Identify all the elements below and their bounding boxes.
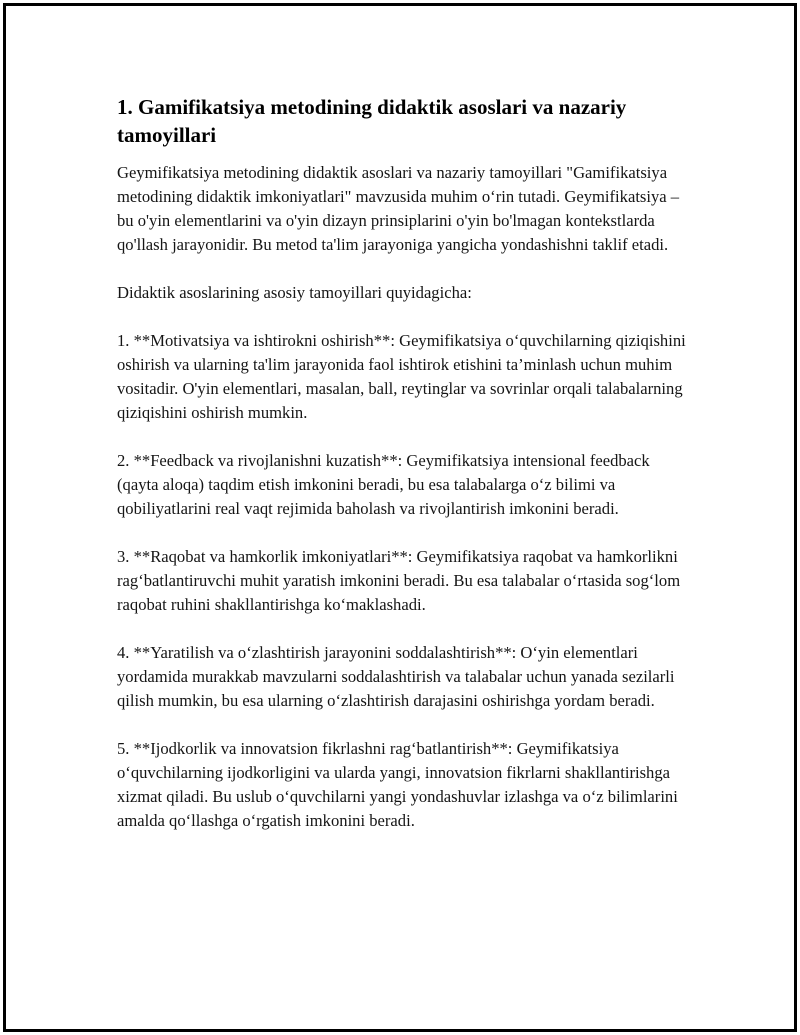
principle-3-paragraph: 3. **Raqobat va hamkorlik imkoniyatlari**: Geymifikatsiya raqobat va hamkorlikni rag‘batlantiruvchi muhit yaratish imkonini beradi. Bu esa talabalar o‘rtasida sog‘lom raqobat ruhini shakllantirishga ko‘maklashadi. bbox=[117, 547, 681, 614]
principles-heading-paragraph: Didaktik asoslarining asosiy tamoyillari quyidagicha: bbox=[117, 283, 472, 302]
principle-1-paragraph: 1. **Motivatsiya va ishtirokni oshirish**: Geymifikatsiya o‘quvchilarning qiziqishini oshirish va ularning ta'lim jarayonida faol ishtirok etishini ta’minlash uchun muhim vositadir. O'yin elementlari, masalan, ball, reytinglar va sovrinlar orqali talabalarning qiziqishini oshirish mumkin. bbox=[117, 331, 686, 422]
document-body bbox=[117, 93, 687, 857]
document-title: 1. Gamifikatsiya metodining didaktik asoslari va nazariy tamoyillari bbox=[117, 95, 627, 147]
principle-2-paragraph: 2. **Feedback va rivojlanishni kuzatish**: Geymifikatsiya intensional feedback (qayta aloqa) taqdim etish imkonini beradi, bu esa talabalarga o‘z bilimi va qobiliyatlarini real vaqt rejimida baholash va rivojlantirish imkonini beradi. bbox=[117, 451, 650, 518]
principle-5-paragraph: 5. **Ijodkorlik va innovatsion fikrlashni rag‘batlantirish**: Geymifikatsiya o‘quvchilarning ijodkorligini va ularda yangi, innovatsion fikrlarni shakllantirishga xizmat qiladi. Bu uslub o‘quvchilarni yangi yondashuvlar izlashga va o‘z bilimlarini amalda qo‘llashga o‘rgatish imkonini beradi. bbox=[117, 739, 678, 830]
principle-4-paragraph: 4. **Yaratilish va o‘zlashtirish jarayonini soddalashtirish**: O‘yin elementlari yordamida murakkab mavzularni soddalashtirish va talabalar uchun yanada sezilarli qilish mumkin, bu esa ularning o‘zlashtirish darajasini oshirishga yordam beradi. bbox=[117, 643, 675, 710]
intro-paragraph: Geymifikatsiya metodining didaktik asoslari va nazariy tamoyillari "Gamifikatsiya metodining didaktik imkoniyatlari" mavzusida muhim o‘rin tutadi. Geymifikatsiya – bu o'yin elementlarini va o'yin dizayn prinsiplarini o'yin bo'lmagan kontekstlarda qo'llash jarayonidir. Bu metod ta'lim jarayoniga yangicha yondashishni taklif etadi. bbox=[117, 163, 680, 254]
